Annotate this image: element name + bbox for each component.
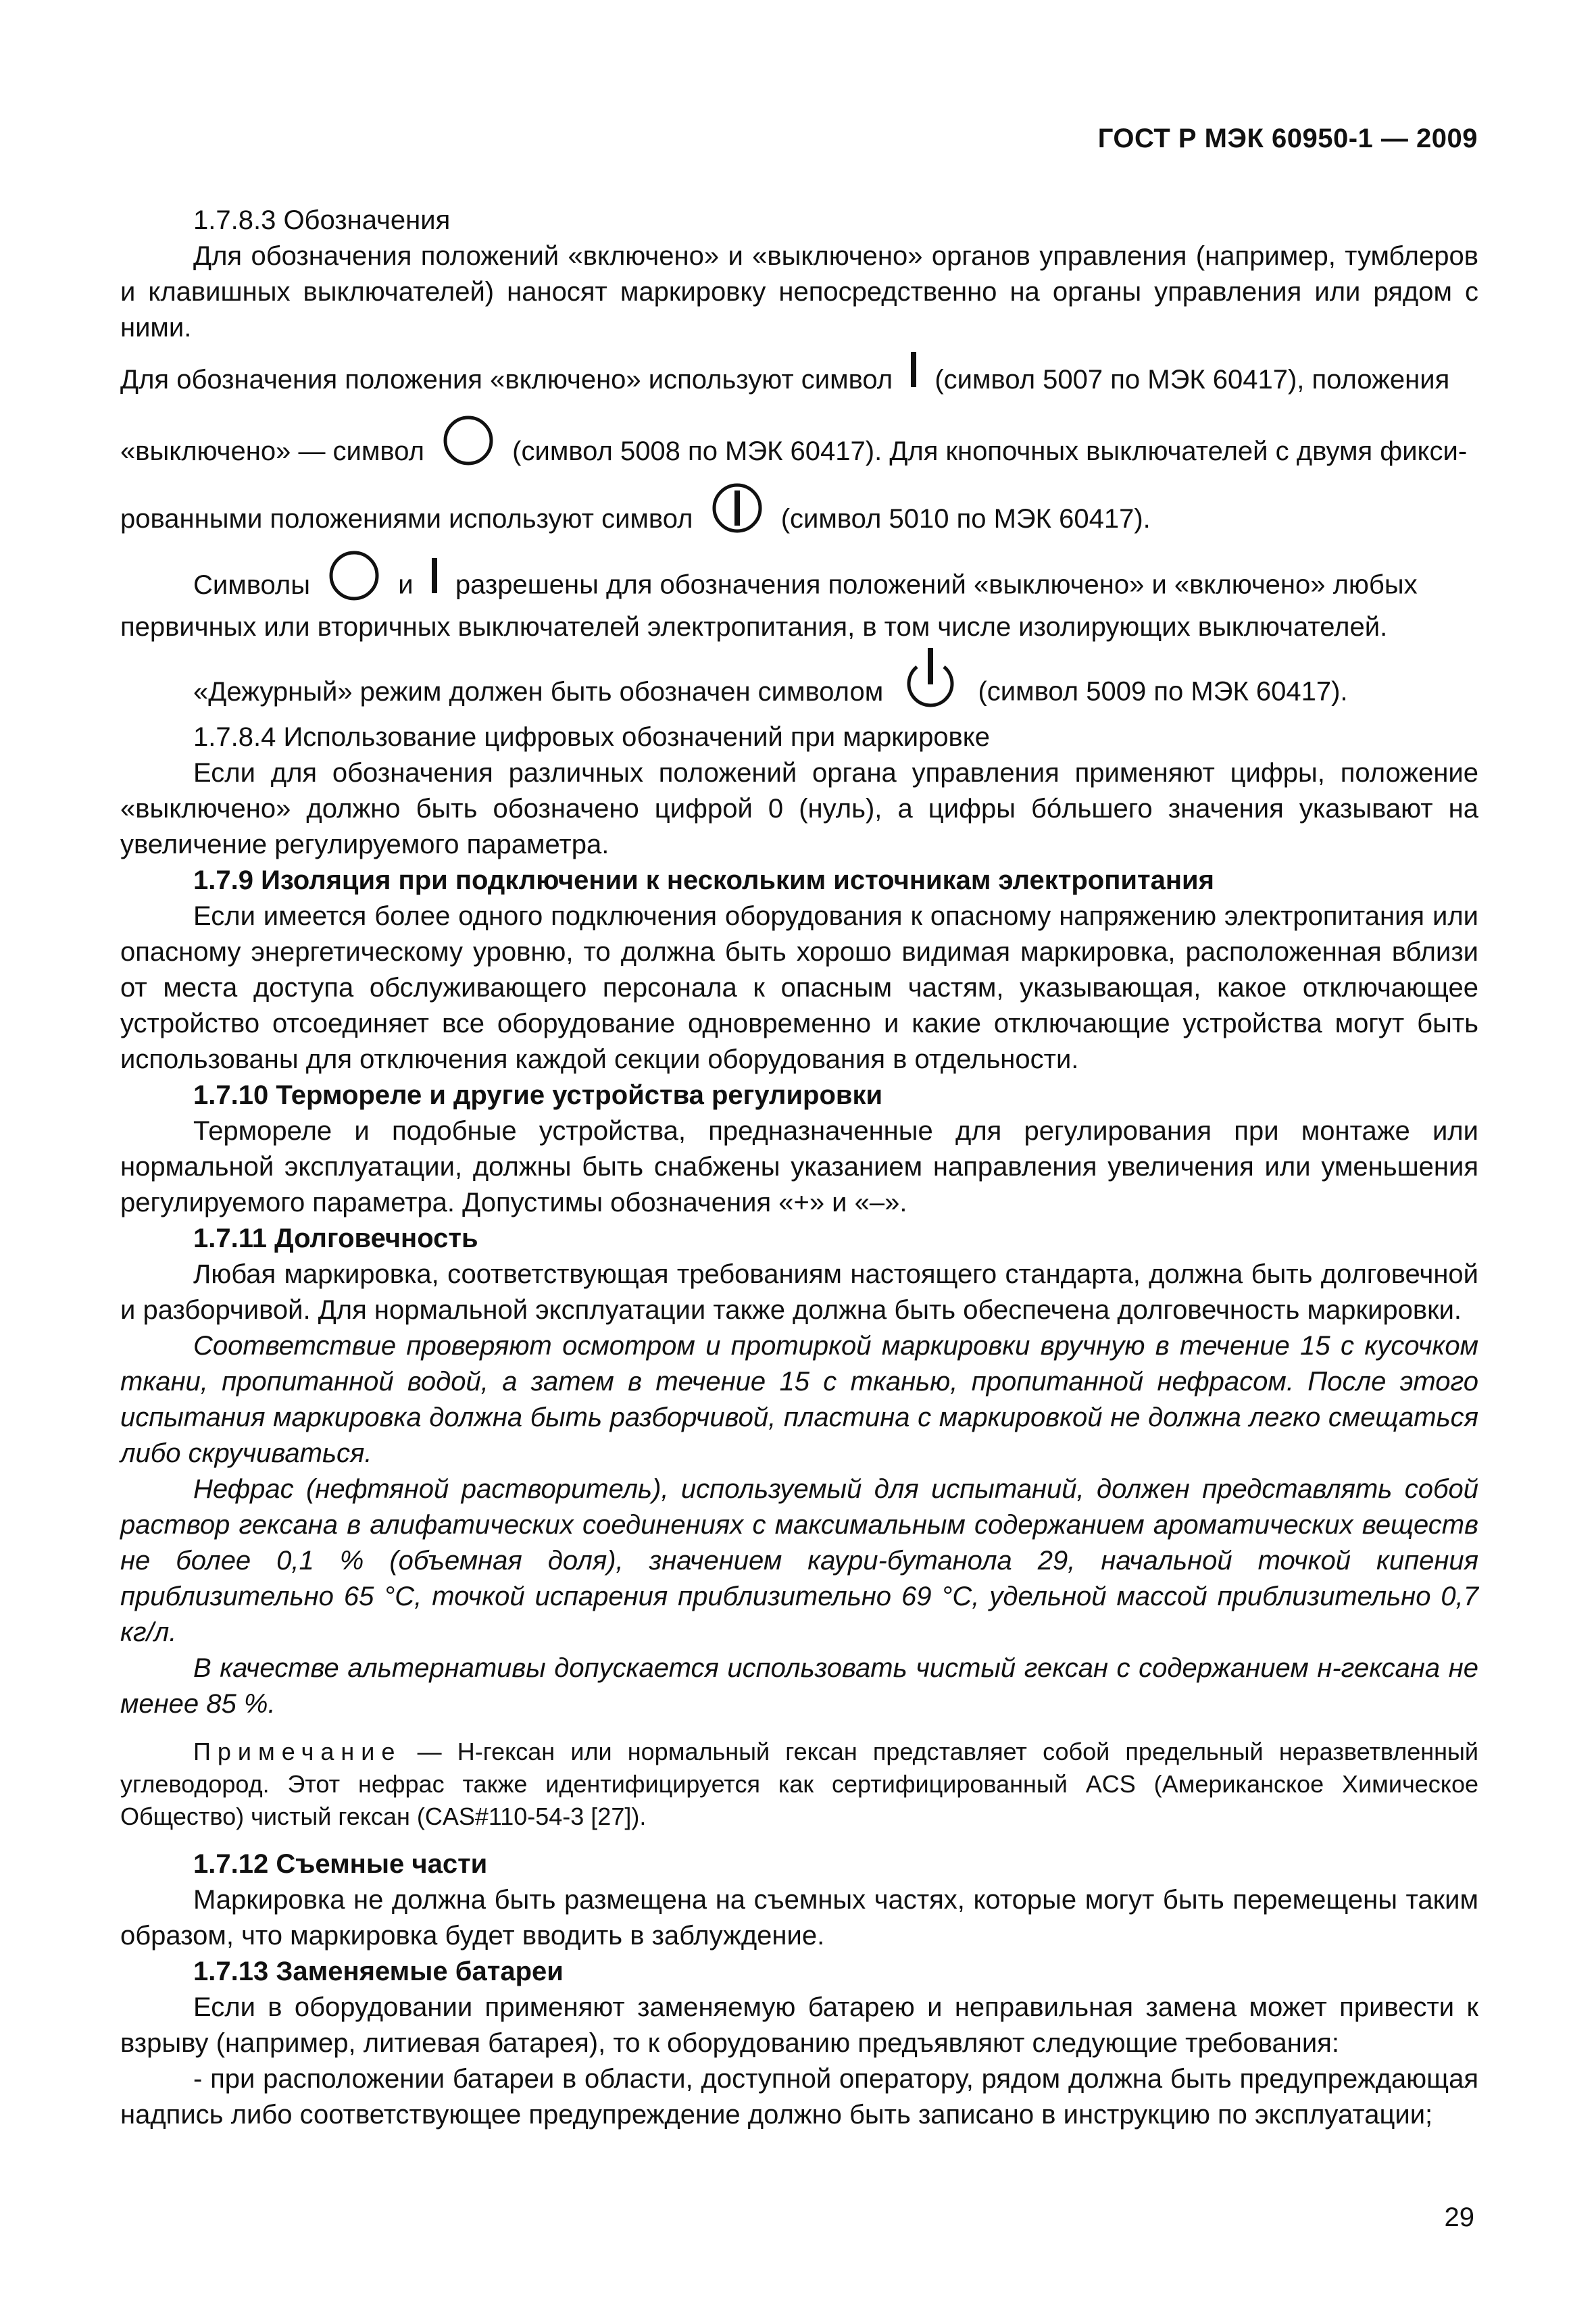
symbol-line-both	[120, 549, 1478, 609]
section-1711-note	[120, 1736, 1478, 1833]
section-1712-title: 1.7.12 Съемные части	[193, 1849, 488, 1879]
page-content	[120, 203, 1478, 2133]
power-on-symbol-icon	[430, 555, 439, 618]
document-header: ГОСТ Р МЭК 60950-1 — 2009	[1097, 124, 1478, 153]
symbol-line-off-text-a: «выключено» — символ	[120, 436, 424, 467]
symbol-line-standby	[120, 645, 1478, 720]
symbol-line-on-text-b: (символ 5007 по МЭК 60417), положения	[934, 365, 1450, 395]
symbol-line-both-text-b: и	[398, 570, 414, 600]
section-1711-title: 1.7.11 Долговечность	[193, 1224, 478, 1253]
section-1713-paragraph: Если в оборудовании применяют заменяемую батарею и неправильная замена может привести к взрыву (например, литиевая батарея), то к оборудованию предъявляют следующие требования:	[120, 1992, 1478, 2058]
power-on-symbol-icon	[909, 347, 918, 415]
section-1783-title: 1.7.8.3 Обозначения	[193, 205, 451, 235]
section-1783-paragraph: Для обозначения положений «включено» и «выключено» органов управления (например, тумблеров и клавишных выключателей) наносят маркировку непосредственно на органы управления или рядом с ними.	[120, 241, 1478, 343]
symbol-line-off	[120, 413, 1478, 481]
section-179-title: 1.7.9 Изоляция при подключении к нескольким источникам электропитания	[193, 865, 1214, 895]
symbol-line-on	[120, 346, 1478, 413]
symbol-line-both-continuation: первичных или вторичных выключателей электропитания, в том числе изолирующих выключателей.	[120, 612, 1388, 642]
section-1713-title: 1.7.13 Заменяемые батареи	[193, 1957, 564, 1986]
section-1712-paragraph: Маркировка не должна быть размещена на съемных частях, которые могут быть перемещены таким образом, что маркировка будет вводить в заблуждение.	[120, 1885, 1478, 1951]
note-label: Примечание	[193, 1738, 402, 1765]
symbol-line-push-on-off	[120, 481, 1478, 549]
section-1711-solvent-paragraph: Нефрас (нефтяной растворитель), используемый для испытаний, должен представлять собой раствор гексана в алифатических соединениях с максимальным содержанием ароматических веществ не более 0,1 % (объемная доля), значением каури-бутанола 29, начальной точкой кипения приблизительно 65 °C, точкой испарения приблизительно 69 °C, удельной массой приблизительно 0,7 кг/л.	[120, 1474, 1478, 1647]
section-1710-title: 1.7.10 Термореле и другие устройства регулировки	[193, 1080, 883, 1110]
symbol-line-push-text-a: рованными положениями используют символ	[120, 504, 693, 534]
section-1710-paragraph: Термореле и подобные устройства, предназначенные для регулирования при монтаже или нормальной эксплуатации, должны быть снабжены указанием направления увеличения или уменьшения регулируемого параметра. Допустимы обозначения «+» и «–».	[120, 1116, 1478, 1217]
section-1713-list-item: - при расположении батареи в области, доступной оператору, рядом должна быть предупреждающая надпись либо соответствующее предупреждение должно быть записано в инструкцию по эксплуатации;	[120, 2064, 1478, 2130]
symbol-line-both-text-c: разрешены для обозначения положений «выключено» и «включено» любых	[455, 570, 1418, 600]
section-1711-alternative-paragraph: В качестве альтернативы допускается использовать чистый гексан с содержанием н-гексана не менее 85 %.	[120, 1653, 1478, 1719]
symbol-line-push-text-b: (символ 5010 по МЭК 60417).	[780, 504, 1151, 534]
section-1784-paragraph: Если для обозначения различных положений органа управления применяют цифры, положение «выключено» должно быть обозначено цифрой 0 (нуль), а цифры бóльшего значения указывают на увеличение регулируемого параметра.	[120, 758, 1478, 859]
page-number: 29	[1444, 2203, 1474, 2232]
symbol-line-standby-text-b: (символ 5009 по МЭК 60417).	[978, 676, 1348, 707]
symbol-line-both-text-a: Символы	[193, 570, 310, 600]
symbol-line-off-text-b: (символ 5008 по МЭК 60417). Для кнопочных выключателей с двумя фикси-	[512, 436, 1468, 467]
section-179-paragraph: Если имеется более одного подключения оборудования к опасному напряжению электропитания или опасному энергетическому уровню, то должна быть хорошо видимая маркировка, расположенная вблизи от места доступа обслуживающего персонала к опасным частям, указывающая, какое отключающее устройство отсоединяет все оборудование одновременно и какие отключающие устройства могут быть использованы для отключения каждой секции оборудования в отдельности.	[120, 901, 1478, 1074]
section-1784-title: 1.7.8.4 Использование цифровых обозначений при маркировке	[193, 722, 991, 752]
symbol-line-standby-text-a: «Дежурный» режим должен быть обозначен символом	[193, 676, 884, 707]
section-1711-paragraph: Любая маркировка, соответствующая требованиям настоящего стандарта, должна быть долговечной и разборчивой. Для нормальной эксплуатации также должна быть обеспечена долговечность маркировки.	[120, 1259, 1478, 1325]
symbol-line-on-text-a: Для обозначения положения «включено» используют символ	[120, 365, 893, 395]
note-text: — Н-гексан или нормальный гексан представляет собой предельный неразветвленный углеводород. Этот нефрас также идентифицируется как сертифицированный ACS (Американское Химическое Общество) чистый гексан (CAS#110-54-3 [27]).	[120, 1738, 1478, 1830]
section-1711-compliance-paragraph: Соответствие проверяют осмотром и протиркой маркировки вручную в течение 15 с кусочком ткани, пропитанной водой, а затем в течение 15 с тканью, пропитанной нефрасом. После этого испытания маркировка должна быть разборчивой, пластина с маркировкой не должна легко смещаться либо скручиваться.	[120, 1331, 1478, 1468]
